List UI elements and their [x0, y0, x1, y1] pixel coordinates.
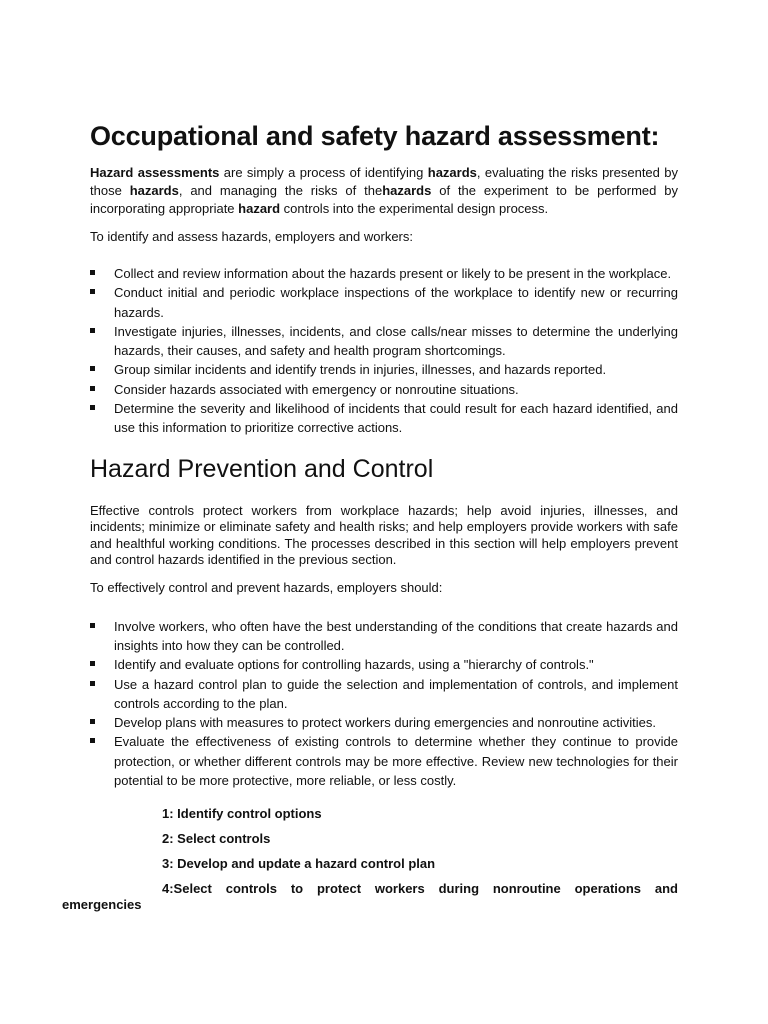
- list-item-text: Evaluate the effectiveness of existing controls to determine whether they continue to provide protection, or whether different controls may be more effective. Review new technologies for their potential to be more protective, more reliable, or less costly.: [114, 734, 678, 789]
- list-item-text: Involve workers, who often have the best understanding of the conditions that create hazards and insights into how they can be controlled.: [114, 618, 678, 653]
- list-item: [90, 675, 678, 714]
- step-item: 3: Develop and update a hazard control plan: [162, 856, 436, 872]
- control-list: [90, 617, 678, 791]
- list-item-text: Develop plans with measures to protect workers during emergencies and nonroutine activities.: [114, 715, 656, 731]
- list-item-text: Identify and evaluate options for controlling hazards, using a "hierarchy of controls.": [114, 657, 594, 673]
- step-text-continued: emergencies: [62, 897, 142, 913]
- bullet-square-icon: [90, 270, 95, 275]
- bullet-square-icon: [90, 289, 95, 294]
- list-item: [90, 283, 678, 322]
- list-item-text: Use a hazard control plan to guide the selection and implementation of controls, and implement controls according to the plan.: [114, 676, 678, 711]
- intro-text: , evaluating the risks presented by those: [90, 165, 678, 198]
- bullet-square-icon: [90, 328, 95, 333]
- section-heading: Hazard Prevention and Control: [90, 454, 434, 483]
- intro-text: of the experiment to be performed by incorporating appropriate: [90, 183, 678, 216]
- list-item: [90, 360, 678, 379]
- bullet-square-icon: [90, 405, 95, 410]
- intro-term: hazards: [382, 183, 432, 198]
- page-title: Occupational and safety hazard assessment:: [90, 121, 660, 151]
- step-item: 1: Identify control options: [162, 806, 322, 822]
- bullet-square-icon: [90, 738, 95, 743]
- control-steps: [62, 806, 678, 913]
- bullet-square-icon: [90, 623, 95, 628]
- step-item: [62, 881, 678, 913]
- document-content: [62, 118, 678, 913]
- intro-text: controls into the experimental design process.: [280, 201, 549, 216]
- list-item: [90, 617, 678, 656]
- list-item-text: Investigate injuries, illnesses, incidents, and close calls/near misses to determine the underlying hazards, their causes, and safety and health program shortcomings.: [114, 323, 678, 359]
- intro-paragraph: [90, 164, 678, 218]
- intro-text: , and managing the risks of the: [178, 183, 383, 198]
- intro-term: hazards: [129, 183, 179, 198]
- intro-term: Hazard assessments: [90, 165, 220, 180]
- step-item: 2: Select controls: [162, 831, 271, 847]
- list-item-text: Determine the severity and likelihood of incidents that could result for each hazard identified, and use this information to prioritize corrective actions.: [114, 401, 678, 436]
- bullet-square-icon: [90, 681, 95, 686]
- intro-term: hazard: [238, 201, 281, 216]
- list-item: [90, 399, 678, 438]
- list-item: [90, 732, 678, 790]
- list-item: [90, 264, 678, 283]
- bullet-square-icon: [90, 719, 95, 724]
- intro-term: hazards: [427, 165, 477, 180]
- list-item-text: Consider hazards associated with emergency or nonroutine situations.: [114, 381, 519, 397]
- identify-lead: To identify and assess hazards, employers and workers:: [90, 229, 413, 244]
- bullet-square-icon: [90, 386, 95, 391]
- bullet-square-icon: [90, 366, 95, 371]
- list-item-text: Collect and review information about the hazards present or likely to be present in the workplace.: [114, 266, 672, 281]
- list-item: [90, 322, 678, 361]
- list-item-text: Conduct initial and periodic workplace inspections of the workplace to identify new or recurring hazards.: [114, 285, 678, 320]
- identify-list: [90, 264, 678, 438]
- list-item-text: Group similar incidents and identify trends in injuries, illnesses, and hazards reported.: [114, 362, 607, 378]
- step-text: 4:Select controls to protect workers during nonroutine operations and: [162, 881, 678, 897]
- control-lead: To effectively control and prevent hazards, employers should:: [90, 579, 443, 595]
- intro-text: are simply a process of identifying: [219, 165, 428, 180]
- effective-controls-paragraph: Effective controls protect workers from workplace hazards; help avoid injuries, illnesses, and incidents; minimize or eliminate safety and health risks; and help employers provide workers with safe and healthful working conditions. The processes described in this section will help employers prevent and control hazards identified in the previous section.: [90, 502, 678, 568]
- bullet-square-icon: [90, 661, 95, 666]
- list-item: [90, 713, 678, 732]
- list-item: [90, 380, 678, 399]
- list-item: [90, 655, 678, 674]
